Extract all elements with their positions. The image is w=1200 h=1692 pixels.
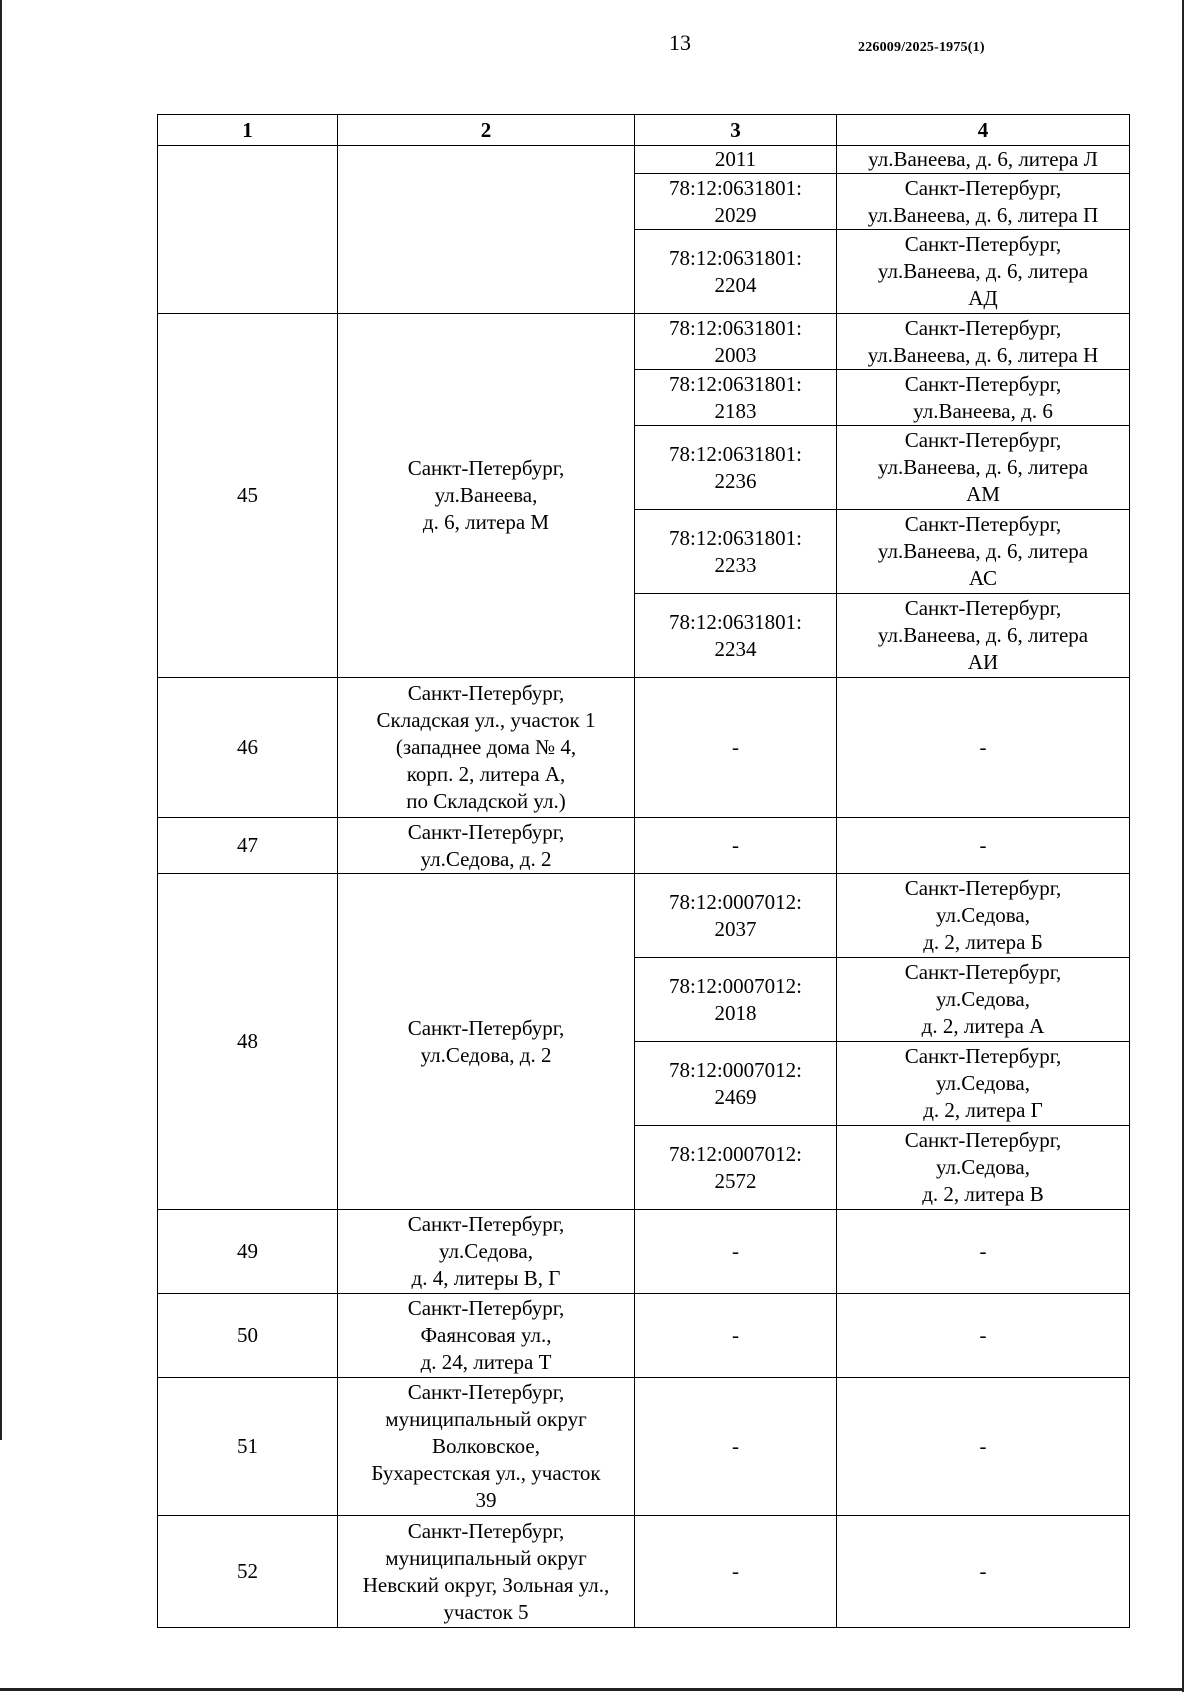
address-cell-empty [338,146,635,314]
cadastral-number-cell [635,510,837,594]
object-address-line: Санкт-Петербург, [904,428,1062,452]
plot-address-line: д. 6, литера М [422,510,550,534]
plot-address-line: ул.Седова, д. 2 [420,846,552,871]
cadastral-number: 78:12:0631801: [668,175,802,200]
object-address-cell [837,1042,1130,1126]
plot-address-line: (западнее дома № 4, [395,735,577,759]
document-id: 226009/2025-1975(1) [858,40,985,55]
table-row [158,678,1130,818]
object-address-cell [837,230,1130,314]
plot-address-line: ул.Ванеева, [434,483,538,507]
cadastral-number-cell: - [635,678,837,818]
plot-address-line: Санкт-Петербург, [407,819,565,844]
cadastral-number-cell [635,314,837,370]
cadastral-number: 78:12:0631801: [668,525,802,550]
page-edge-bottom [0,1688,1184,1691]
object-address-line: д. 2, литера Б [923,930,1043,954]
plot-address-cell [338,874,635,1210]
plot-address-line: Бухарестская ул., участок [371,1461,601,1485]
object-address-line: ул.Ванеева, д. 6, литера Л [868,147,1098,171]
cadastral-number-cell [635,958,837,1042]
object-address-line: АД [968,286,998,310]
cadastral-number-cell: - [635,1294,837,1378]
cadastral-number-cell [635,370,837,426]
object-address-line: ул.Ванеева, д. 6, литера П [867,202,1099,227]
object-address-cell [837,370,1130,426]
plot-address-cell [338,1516,635,1628]
page-edge-left [0,0,2,1440]
cadastral-number: 2469 [714,1084,757,1109]
cadastral-number: 2236 [714,468,757,493]
plot-address-line: Санкт-Петербург, [407,1296,565,1320]
object-address-line: ул.Седова, [935,1071,1030,1095]
object-address-line: ул.Ванеева, д. 6, литера [877,259,1089,283]
object-address-line: ул.Ванеева, д. 6 [913,398,1053,423]
object-address-line: АС [968,566,998,590]
cadastral-number: 2183 [714,398,757,423]
row-number-cell: 49 [158,1210,338,1294]
plot-address-line: участок 5 [443,1599,529,1624]
object-address-cell [837,174,1130,230]
object-address-cell: - [837,1210,1130,1294]
table-row [158,1378,1130,1516]
object-address-line: д. 2, литера В [922,1182,1044,1206]
object-address-line: д. 2, литера А [921,1014,1045,1038]
plot-address-line: Складская ул., участок 1 [376,708,596,732]
column-header-1: 1 [158,115,338,146]
plot-address-cell [338,314,635,678]
cadastral-number: 78:12:0631801: [668,441,802,466]
cadastral-number-cell: - [635,1210,837,1294]
object-address-line: Санкт-Петербург, [904,512,1062,536]
cadastral-number: 78:12:0007012: [668,889,802,914]
cadastral-number-cell [635,174,837,230]
object-address-line: Санкт-Петербург, [904,596,1062,620]
cadastral-number: 2233 [714,552,757,577]
row-number-cell: 51 [158,1378,338,1516]
object-address-line: ул.Ванеева, д. 6, литера [877,455,1089,479]
plot-address-line: Санкт-Петербург, [407,1212,565,1236]
object-address-cell [837,146,1130,174]
plot-address-line: Санкт-Петербург, [407,681,565,705]
cadastral-number: 2572 [714,1168,757,1193]
cadastral-number: 78:12:0631801: [668,371,802,396]
cadastral-number-cell [635,230,837,314]
cadastral-number: 2234 [714,636,757,661]
object-address-cell [837,510,1130,594]
plot-address-line: 39 [475,1488,497,1512]
cadastral-number: 78:12:0631801: [668,609,802,634]
plot-address-line: муниципальный округ [385,1545,587,1570]
object-address-cell: - [837,818,1130,874]
plot-address-line: Невский округ, Зольная ул., [362,1572,610,1597]
cadastral-number-cell [635,874,837,958]
row-number-cell: 46 [158,678,338,818]
row-number-cell: 48 [158,874,338,1210]
object-address-line: Санкт-Петербург, [904,371,1062,396]
plot-address-cell [338,1210,635,1294]
row-number-cell: 52 [158,1516,338,1628]
cadastral-number: 2003 [714,342,757,367]
plot-address-line: Санкт-Петербург, [407,1380,565,1404]
plot-address-cell [338,1294,635,1378]
plot-address-cell [338,1378,635,1516]
plot-address-line: муниципальный округ [385,1407,587,1431]
table-row [158,1516,1130,1628]
plot-address-line: д. 24, литера Т [420,1350,552,1374]
object-address-cell: - [837,678,1130,818]
object-address-line: Санкт-Петербург, [904,876,1062,900]
header-row [158,115,1130,146]
cadastral-number-cell [635,594,837,678]
cadastral-number: 2037 [714,916,757,941]
page-number: 13 [669,30,691,55]
object-address-line: ул.Ванеева, д. 6, литера [877,539,1089,563]
object-address-cell: - [837,1378,1130,1516]
cadastral-number: 78:12:0007012: [668,1141,802,1166]
cadastral-number: 78:12:0631801: [668,245,802,270]
object-address-line: ул.Седова, [935,903,1030,927]
plot-address-line: д. 4, литеры В, Г [411,1266,561,1290]
table-row [158,1210,1130,1294]
cadastral-number: 78:12:0631801: [668,315,802,340]
plot-address-cell [338,678,635,818]
cadastral-number: 2029 [714,202,757,227]
object-address-cell [837,594,1130,678]
object-address-cell [837,426,1130,510]
object-address-line: ул.Седова, [935,987,1030,1011]
object-address-line: ул.Ванеева, д. 6, литера Н [867,342,1099,367]
object-address-line: Санкт-Петербург, [904,960,1062,984]
object-address-cell: - [837,1294,1130,1378]
object-address-line: Санкт-Петербург, [904,315,1062,340]
plot-address-line: ул.Седова, д. 2 [420,1042,552,1067]
plot-address-line: Санкт-Петербург, [407,1015,565,1040]
object-address-cell [837,314,1130,370]
object-address-line: Санкт-Петербург, [904,1044,1062,1068]
column-header-4: 4 [837,115,1130,146]
plot-address-cell [338,818,635,874]
row-number-cell: 45 [158,314,338,678]
page-edge-right [1182,0,1184,1692]
row-number-cell: 50 [158,1294,338,1378]
object-address-line: Санкт-Петербург, [904,1128,1062,1152]
plot-address-line: корп. 2, литера А, [406,762,566,786]
table-row [158,874,1130,958]
object-address-cell [837,874,1130,958]
plot-address-line: ул.Седова, [438,1239,533,1263]
cadastral-number-cell [635,146,837,174]
cadastral-number: 78:12:0007012: [668,973,802,998]
object-address-line: Санкт-Петербург, [904,175,1062,200]
cadastral-number: 2018 [714,1000,757,1025]
plot-address-line: Фаянсовая ул., [420,1323,552,1347]
table-row [158,146,1130,174]
object-address-line: Санкт-Петербург, [904,232,1062,256]
cadastral-number-cell: - [635,1516,837,1628]
object-address-line: д. 2, литера Г [923,1098,1043,1122]
cadastral-number: 78:12:0007012: [668,1057,802,1082]
object-address-cell [837,958,1130,1042]
cadastral-number: 2204 [714,272,757,297]
column-header-2: 2 [338,115,635,146]
table-row [158,818,1130,874]
row-number-cell: 47 [158,818,338,874]
row-number-cell-empty [158,146,338,314]
object-address-cell [837,1126,1130,1210]
table-row [158,1294,1130,1378]
object-address-line: АМ [966,482,1000,506]
plot-address-line: Санкт-Петербург, [407,1518,565,1543]
cadastral-number-cell: - [635,818,837,874]
land-plots-table [157,114,1130,1628]
object-address-line: АИ [967,650,999,674]
plot-address-line: Волковское, [432,1434,540,1458]
cadastral-number-cell [635,426,837,510]
cadastral-number-cell [635,1042,837,1126]
column-header-3: 3 [635,115,837,146]
cadastral-number-cell [635,1126,837,1210]
plot-address-line: Санкт-Петербург, [407,456,565,480]
table-row [158,314,1130,370]
cadastral-number: 2011 [714,147,757,171]
object-address-cell: - [837,1516,1130,1628]
object-address-line: ул.Ванеева, д. 6, литера [877,623,1089,647]
object-address-line: ул.Седова, [935,1155,1030,1179]
cadastral-number-cell: - [635,1378,837,1516]
plot-address-line: по Складской ул.) [406,789,566,813]
